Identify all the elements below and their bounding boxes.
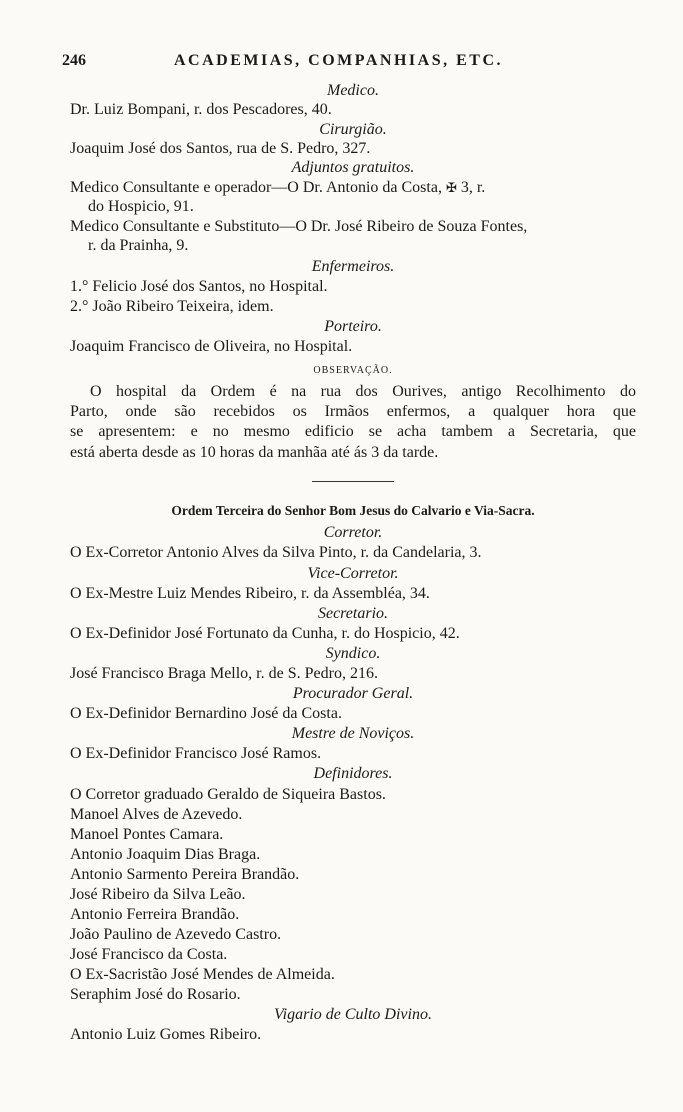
definidor-item: Antonio Sarmento Pereira Brandão. bbox=[70, 866, 300, 883]
definidor-item: Seraphim José do Rosario. bbox=[70, 986, 241, 1003]
heading-definidores: Definidores. bbox=[313, 765, 393, 782]
definidor-item: O Ex-Sacristão José Mendes de Almeida. bbox=[70, 966, 335, 983]
entry-adjunto-1 bbox=[70, 178, 636, 197]
adjunto-1-suffix: 3, r. bbox=[460, 179, 486, 196]
entry-enfermeiro-2: 2.° João Ribeiro Teixeira, idem. bbox=[70, 298, 274, 315]
definidor-item: Manoel Pontes Camara. bbox=[70, 826, 224, 843]
entry-porteiro: Joaquim Francisco de Oliveira, no Hospital. bbox=[70, 338, 353, 355]
entry-syndico: José Francisco Braga Mello, r. de S. Pedro, 216. bbox=[70, 665, 378, 682]
page-header bbox=[62, 52, 636, 74]
entry-enfermeiro-1: 1.° Felicio José dos Santos, no Hospital. bbox=[70, 278, 328, 295]
obs-line-3: se apresentem: e no mesmo edificio se acha tambem a Secretaria, que bbox=[70, 423, 636, 440]
definidor-item: José Francisco da Costa. bbox=[70, 946, 228, 963]
definidor-item: Antonio Joaquim Dias Braga. bbox=[70, 846, 261, 863]
heading-syndico: Syndico. bbox=[325, 645, 381, 662]
definidor-item: Antonio Ferreira Brandão. bbox=[70, 906, 240, 923]
heading-corretor: Corretor. bbox=[323, 524, 383, 541]
entry-vice-corretor: O Ex-Mestre Luiz Mendes Ribeiro, r. da Assembléa, 34. bbox=[70, 585, 430, 602]
entry-procurador: O Ex-Definidor Bernardino José da Costa. bbox=[70, 705, 342, 722]
heading-mestre-novicos: Mestre de Noviços. bbox=[291, 725, 415, 742]
heading-vigario: Vigario de Culto Divino. bbox=[274, 1006, 432, 1023]
heading-cirurgiao: Cirurgião. bbox=[319, 121, 387, 138]
entry-corretor: O Ex-Corretor Antonio Alves da Silva Pinto, r. da Candelaria, 3. bbox=[70, 544, 482, 561]
entry-adjunto-2-cont: r. da Prainha, 9. bbox=[88, 237, 189, 254]
entry-medico: Dr. Luiz Bompani, r. dos Pescadores, 40. bbox=[70, 101, 332, 118]
obs-line-4: está aberta desde as 10 horas da manhãa até ás 3 da tarde. bbox=[70, 444, 439, 461]
heading-enfermeiros: Enfermeiros. bbox=[311, 258, 395, 275]
adjunto-1-text: Medico Consultante e operador—O Dr. Antonio da Costa, bbox=[70, 179, 442, 196]
entry-adjunto-2: Medico Consultante e Substituto—O Dr. José Ribeiro de Souza Fontes, bbox=[70, 218, 528, 235]
obs-line-1: O hospital da Ordem é na rua dos Ourives, antigo Recolhimento do bbox=[90, 383, 636, 400]
section-divider bbox=[312, 481, 394, 482]
entry-mestre-novicos: O Ex-Definidor Francisco José Ramos. bbox=[70, 745, 322, 762]
heading-vice-corretor: Vice-Corretor. bbox=[307, 565, 399, 582]
entry-cirurgiao: Joaquim José dos Santos, rua de S. Pedro, 327. bbox=[70, 140, 371, 157]
running-title: ACADEMIAS, COMPANHIAS, ETC. bbox=[174, 52, 503, 69]
section-title: Ordem Terceira do Senhor Bom Jesus do Calvario e Via-Sacra. bbox=[171, 503, 535, 518]
definidor-item: João Paulino de Azevedo Castro. bbox=[70, 926, 282, 943]
heading-procurador: Procurador Geral. bbox=[292, 685, 414, 702]
entry-adjunto-1-cont: do Hospicio, 91. bbox=[88, 198, 194, 215]
obs-line-2: Parto, onde são recebidos os Irmãos enfermos, a qualquer hora que bbox=[70, 403, 636, 420]
definidor-item: Manoel Alves de Azevedo. bbox=[70, 806, 243, 823]
entry-vigario: Antonio Luiz Gomes Ribeiro. bbox=[70, 1026, 262, 1043]
heading-porteiro: Porteiro. bbox=[324, 318, 382, 335]
heading-observacao: OBSERVAÇÃO. bbox=[313, 365, 393, 376]
definidor-item: José Ribeiro da Silva Leão. bbox=[70, 886, 246, 903]
heading-adjuntos: Adjuntos gratuitos. bbox=[291, 159, 415, 176]
heading-medico: Medico. bbox=[327, 82, 379, 99]
cross-icon: ✠ bbox=[445, 180, 457, 195]
page-number: 246 bbox=[62, 52, 86, 69]
heading-secretario: Secretario. bbox=[317, 605, 389, 622]
definidor-item: O Corretor graduado Geraldo de Siqueira Bastos. bbox=[70, 786, 386, 803]
entry-secretario: O Ex-Definidor José Fortunato da Cunha, r. do Hospicio, 42. bbox=[70, 625, 460, 642]
